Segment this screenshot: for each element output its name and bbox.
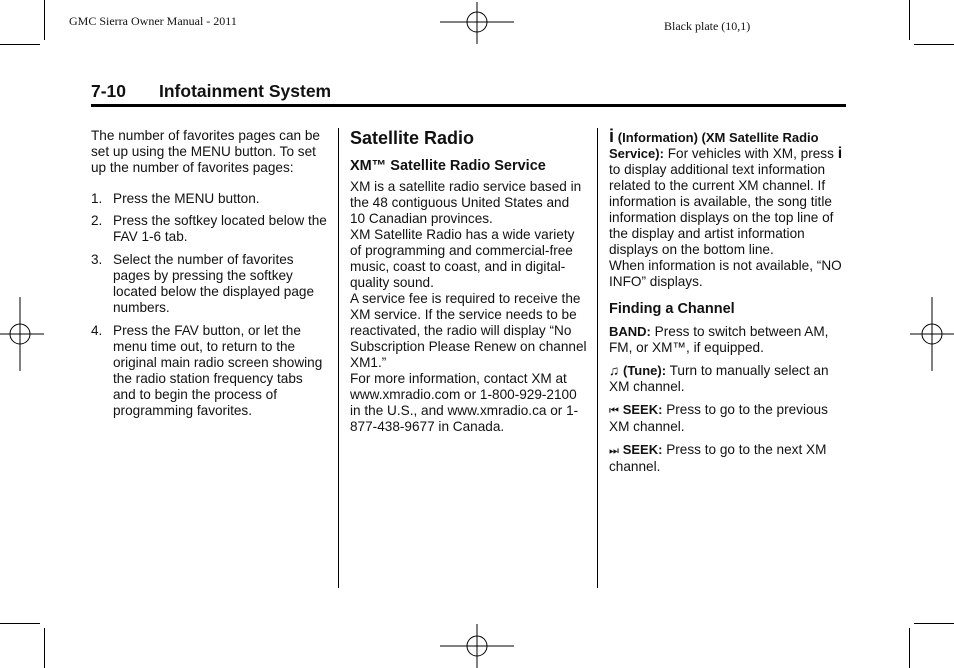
tune-entry [609,363,847,395]
crop-mark [44,628,45,668]
seek-next-text: Press to go to the next XM channel. [609,442,827,474]
steps-list [91,191,327,419]
seek-prev-label: SEEK: [622,402,663,417]
column-divider [597,128,598,588]
band-text: Press to switch between AM, FM, or XM™, if equipped. [609,324,829,355]
crop-mark [0,44,40,45]
page-number: 7-10 [91,81,127,101]
seek-next-label: SEEK: [622,442,663,457]
tune-text: Turn to manually select an XM channel. [609,363,829,394]
info-text-c: When information is not available, “NO INFO” displays. [609,258,842,289]
seek-prev-text: Press to go to the previous XM channel. [609,402,828,434]
seek-back-icon: ⏮ [609,405,619,417]
plate-label: Black plate (10,1) [664,19,751,33]
finding-channel-heading: Finding a Channel [609,301,735,317]
seek-prev-entry [609,402,847,435]
band-label: BAND: [609,324,651,339]
info-label: (Information) (XM Satellite Radio Service): [609,130,819,161]
registration-mark-left [0,297,44,371]
xm-para-2: XM Satellite Radio has a wide variety of programming and commercial-free music, coast to coast, and in digital-quality sound. [350,227,575,290]
registration-mark-bottom [440,624,514,668]
info-text-b: to display additional text information related to the current XM channel. If information is available, the song title information displays on the top line of the display and artist information displays on the bottom line. [609,162,834,257]
step-number: 1. [91,191,103,206]
step-text: Select the number of favorites pages by pressing the softkey located below the displayed page numbers. [113,252,315,315]
satellite-radio-heading: Satellite Radio [350,128,475,148]
info-text-a: For vehicles with XM, press [667,146,834,161]
info-icon: i [837,145,843,162]
crop-mark [909,628,910,668]
crop-mark [909,0,910,40]
manual-title: GMC Sierra Owner Manual - 2011 [69,14,237,28]
xm-para-3: A service fee is required to receive the XM service. If the service needs to be reactivated, the radio will display “No Subscription Please Renew on channel XM1.” [350,291,587,370]
list-item [91,252,327,316]
xm-para-4: For more information, contact XM at www.xmradio.com or 1-800-929-2100 in the U.S., and www.xmradio.ca or 1-877-438-9677 in Canada. [350,371,579,434]
crop-mark [44,0,45,40]
list-item [91,191,327,207]
section-header [91,80,846,107]
step-number: 3. [91,252,103,267]
music-note-icon: ♫ [609,363,620,378]
favorites-intro: The number of favorites pages can be set up using the MENU button. To set up the number of favorites pages: [91,128,320,175]
step-text: Press the softkey located below the FAV 1-6 tab. [113,213,327,244]
crop-mark [914,44,954,45]
xm-service-subheading: XM™ Satellite Radio Service [350,158,546,174]
seek-next-entry [609,442,847,475]
column-1 [91,128,327,419]
info-icon: i [609,126,615,146]
registration-mark-top [440,2,514,44]
step-text: Press the FAV button, or let the menu time out, to return to the original main radio screen showing the radio station frequency tabs and to begin the process of programming favorites. [113,323,323,418]
list-item [91,323,327,419]
step-number: 4. [91,323,103,338]
info-entry [609,128,847,258]
column-2 [350,128,588,435]
seek-forward-icon: ⏭ [609,445,619,457]
list-item [91,213,327,245]
step-number: 2. [91,213,103,228]
crop-mark [0,623,40,624]
xm-para-1: XM is a satellite radio service based in the 48 contiguous United States and 10 Canadian provinces. [350,179,582,226]
section-title: Infotainment System [159,81,332,101]
step-text: Press the MENU button. [113,191,260,206]
column-divider [338,128,339,588]
tune-label: (Tune): [622,363,667,378]
registration-mark-right [910,297,954,371]
column-3 [609,128,847,475]
band-entry [609,324,847,356]
crop-mark [914,623,954,624]
